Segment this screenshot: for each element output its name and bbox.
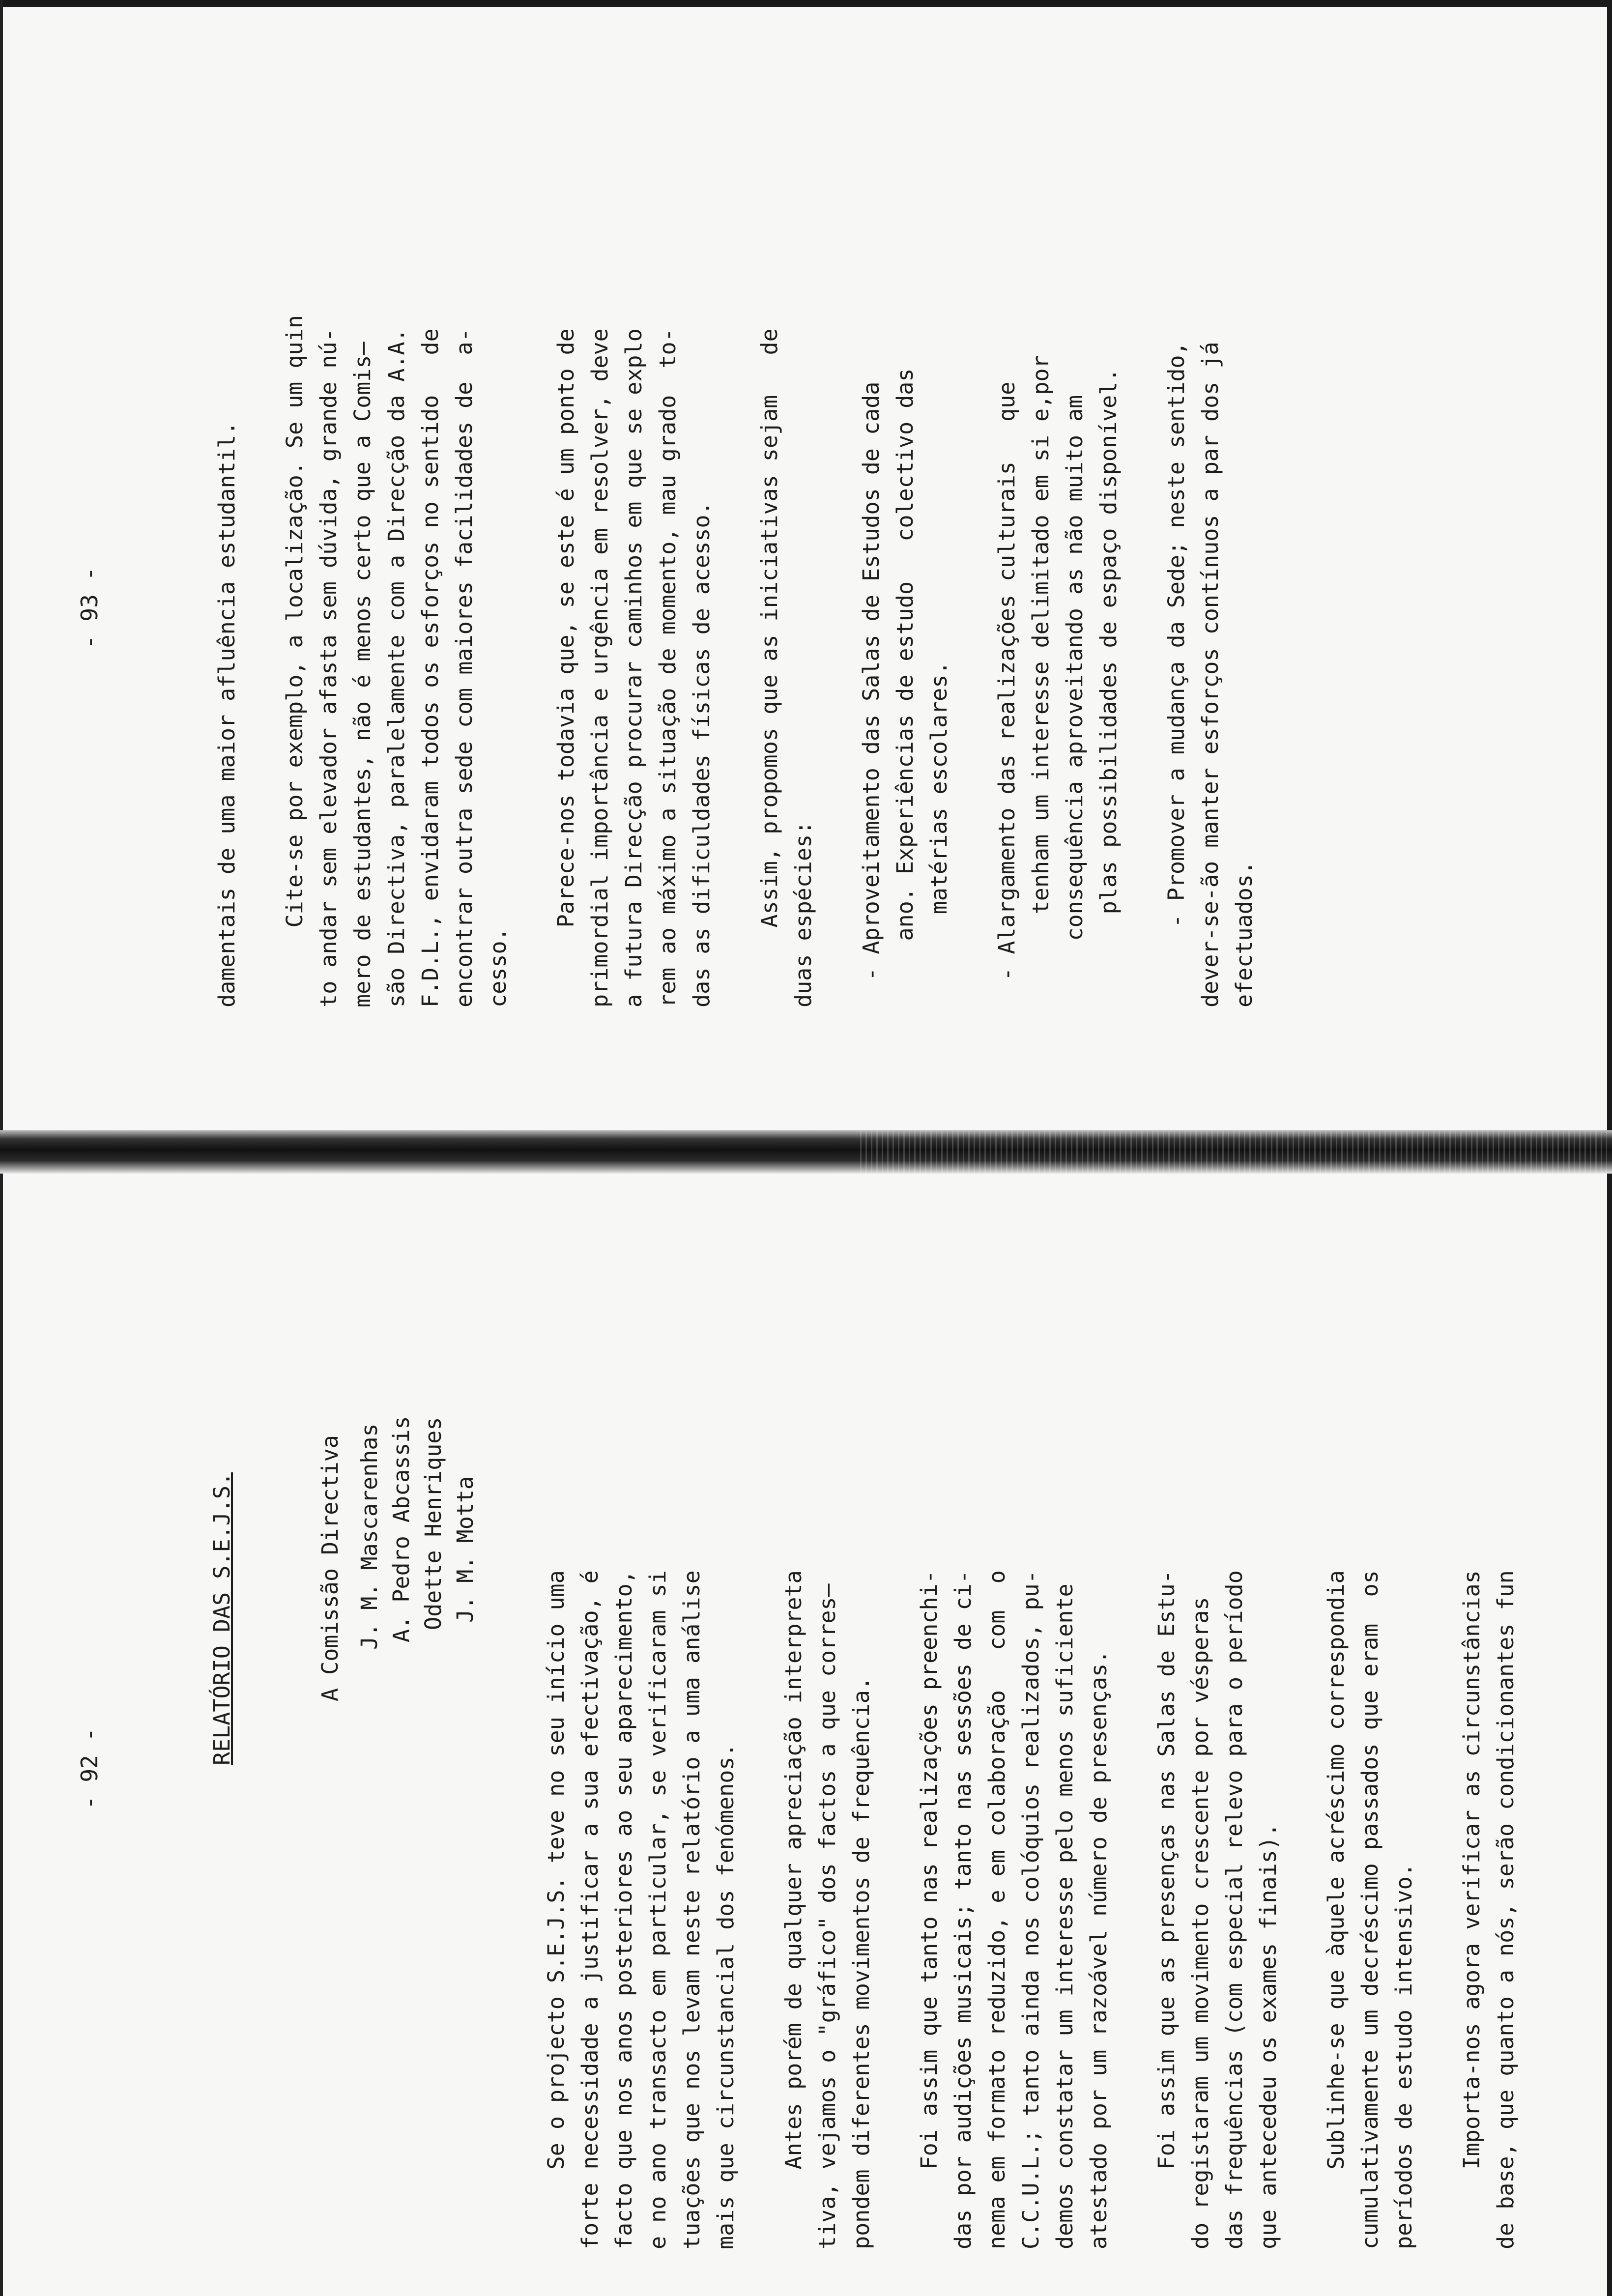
left-page (0, 1185, 1612, 2296)
text-line: forte necessidade a justificar a sua efectivação, é (577, 1570, 603, 2249)
text-line: do registaram um movimento crescente por vésperas (1187, 1597, 1213, 2249)
text-line: cesso. (485, 927, 511, 1007)
text-line: Assim, propomos que as iniciativas sejam de (756, 328, 782, 1007)
text-line: damentais de uma maior afluência estudantil. (214, 421, 240, 1007)
text-line: primordial importância e urgência em resolver, deve (587, 328, 613, 1007)
committee-member: J. M. Motta (452, 1476, 478, 1623)
text-line: são Directiva, paralelamente com a Direcção da A.A. (383, 328, 409, 1007)
text-line: períodos de estudo intensivo. (1391, 1863, 1417, 2249)
text-line: das as dificuldades físicas de acesso. (689, 501, 715, 1007)
text-line: pondem diferentes movimentos de frequência. (848, 1677, 874, 2249)
text-line: encontrar outra sede com maiores facilidades de a- (451, 328, 477, 1007)
text-line: C.C.U.L.; tanto ainda nos colóquios realizados, pu- (1018, 1570, 1044, 2249)
text-line: Foi assim que tanto nas realizações preenchi- (916, 1570, 942, 2249)
text-line: a futura Direcção procurar caminhos em que se explo (621, 328, 647, 1007)
text-line: F.D.L., envidaram todos os esforços no sentido de (417, 328, 443, 1007)
text-line: dever-se-ão manter esforços contínuos a par dos já (1197, 342, 1223, 1007)
text-line: tiva, vejamos o "gráfico" dos factos a que corres— (814, 1583, 840, 2249)
text-line: das frequências (com especial relevo para o período (1221, 1570, 1247, 2249)
text-line: plas possibilidades de espaço disponível. (1095, 368, 1122, 1007)
report-title: RELATÓRIO DAS S.E.J.S. (209, 1472, 235, 1765)
text-line: e no ano transacto em particular, se verificaram si (645, 1570, 671, 2249)
text-line: Cite-se por exemplo, a localização. Se um quin (282, 315, 308, 1007)
text-line: Importa-nos agora verificar as circunstâncias (1459, 1570, 1485, 2249)
text-line: - Alargamento das realizações culturais que (994, 381, 1020, 1007)
text-line: que antecedeu os exames finais). (1255, 1823, 1281, 2249)
committee-member: Odette Henriques (420, 1417, 446, 1630)
text-line: facto que nos anos posteriores ao seu aparecimento, (611, 1570, 637, 2249)
text-line: nema em formato reduzido, e em colaboração com o (984, 1570, 1010, 2249)
text-line: - Promover a mudança da Sede; neste sentido, (1163, 342, 1189, 1007)
text-line: Sublinhe-se que àquele acréscimo correspondia (1323, 1570, 1349, 2249)
text-line: to andar sem elevador afasta sem dúvida, grande nú- (316, 328, 342, 1007)
text-line: Foi assim que as presenças nas Salas de Estu- (1153, 1570, 1180, 2249)
text-line: Parece-nos todavia que, se este é um ponto de (553, 328, 579, 1007)
page-number: - 92 - (76, 1727, 103, 1809)
text-line: ano. Experiências de estudo colectivo das (892, 368, 918, 1007)
committee-name: A Comissão Directiva (317, 1435, 343, 1701)
text-line: de base, que quanto a nós, serão condicionantes fun (1493, 1570, 1519, 2249)
text-line: atestado por um razoável número de presenças. (1086, 1650, 1112, 2249)
text-line: - Aproveitamento das Salas de Estudos de cada (858, 381, 884, 1007)
text-line: cumulativamente um decréscimo passados que eram os (1357, 1570, 1383, 2249)
text-line: mais que circunstancial dos fenómenos. (713, 1743, 739, 2249)
text-line: demos constatar um interesse pelo menos suficiente (1052, 1583, 1078, 2249)
scan-edge-top (0, 0, 1612, 7)
text-line: matérias escolares. (926, 661, 952, 1007)
text-line: consequência aproveitando as não muito am (1062, 395, 1088, 1007)
text-line: das por audições musicais; tanto nas sessões de ci- (950, 1570, 976, 2249)
text-line: duas espécies: (790, 821, 816, 1007)
text-line: Antes porém de qualquer apreciação interpreta (780, 1570, 806, 2249)
text-line: tuações que nos levam neste relatório a uma análise (679, 1570, 705, 2249)
page-number: - 93 - (76, 567, 103, 649)
text-line: mero de estudantes, não é menos certo que a Comis— (349, 342, 375, 1007)
text-line: rem ao máximo a situação de momento, mau grado to- (655, 328, 681, 1007)
committee-member: A. Pedro Abcassis (388, 1416, 414, 1642)
gutter-texture (860, 1131, 1607, 1173)
text-line: Se o projecto S.E.J.S. teve no seu início uma (543, 1570, 569, 2249)
text-line: tenham um interesse delimitado em si e,por (1028, 355, 1054, 1007)
text-line: efectuados. (1231, 861, 1257, 1007)
right-page (0, 15, 1612, 1125)
committee-member: J. M. Mascarenhas (356, 1423, 382, 1650)
